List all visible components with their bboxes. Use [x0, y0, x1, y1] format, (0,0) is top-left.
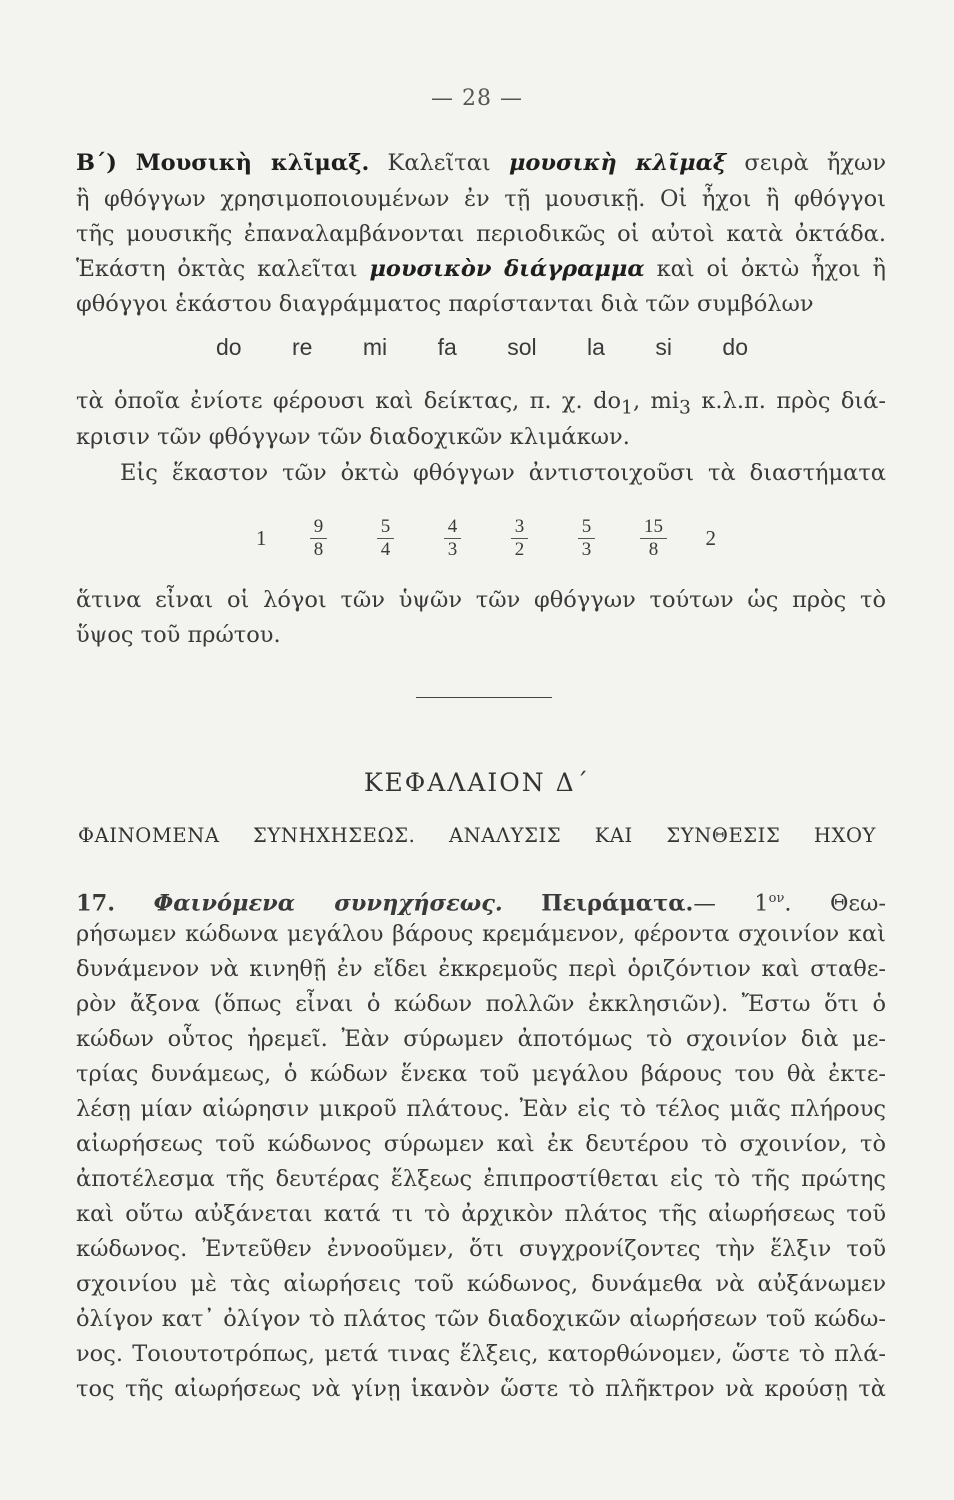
section-17-line: ρὸν ἄξονα (ὅπως εἶναι ὁ κώδων πολλῶν ἐκκλησιῶν). Ἔστω ὅτι ὁ — [76, 991, 886, 1017]
section-b-line-2: ἢ φθόγγων χρησιμοποιουμένων ἐν τῇ μουσικῇ. Οἱ ἦχοι ἢ φθόγγοι — [76, 186, 886, 212]
ratio-fraction: $\frac{3}{2}$ — [505, 516, 535, 561]
section-b-line-4: Ἑκάστη ὀκτὰς καλεῖται μουσικὸν διάγραμμα καὶ οἱ ὀκτὼ ἦχοι ἢ — [76, 256, 886, 282]
ratio-last: 2 — [705, 525, 716, 550]
section-17-number: 17. — [76, 890, 116, 917]
note-syllable: mi — [362, 334, 388, 360]
section-17-line: τος τῆς αἰωρήσεως νὰ γίνῃ ἱκανὸν ὥστε τὸ πλῆκτρον νὰ κρούσῃ τὰ — [76, 1376, 886, 1402]
after-notes-line-2: κρισιν τῶν φθόγγων τῶν διαδοχικῶν κλιμάκων. — [76, 424, 630, 450]
page-number: — 28 — — [431, 86, 523, 111]
note-syllables — [216, 334, 748, 361]
section-b-line-3: τῆς μουσικῆς ἐπαναλαμβάνονται περιοδικῶς οἱ αὐτοὶ κατὰ ὀκτάδα. — [76, 221, 886, 247]
term-music-diagram: μουσικὸν διάγραμμα — [369, 256, 645, 282]
section-b-label: Β΄) Μουσικὴ κλῖμαξ. — [76, 150, 370, 176]
section-17-line: κώδων οὗτος ἠρεμεῖ. Ἐὰν σύρωμεν ἀποτόμως τὸ σχοινίον διὰ με- — [76, 1026, 886, 1052]
ratio-fraction: $\frac{5}{3}$ — [572, 516, 602, 561]
section-17-title: Φαινόμενα συνηχήσεως. — [153, 890, 503, 917]
note-syllable: re — [292, 334, 313, 360]
note-syllable: la — [587, 334, 605, 360]
section-17-line: ὀλίγον κατ᾽ ὀλίγον τὸ πλάτος τῶν διαδοχικῶν αἰωρήσεων τοῦ κώδω- — [76, 1306, 886, 1332]
section-17-line: δυνάμενον νὰ κινηθῇ ἐν εἴδει ἐκκρεμοῦς περὶ ὁριζόντιον καὶ σταθε- — [76, 956, 886, 982]
after-ratios-line-1: ἅτινα εἶναι οἱ λόγοι τῶν ὑψῶν τῶν φθόγγων τούτων ὡς πρὸς τὸ — [76, 587, 886, 613]
note-syllable: do — [216, 334, 242, 360]
section-divider — [416, 697, 552, 698]
ratio-fraction: $\frac{4}{3}$ — [438, 516, 468, 561]
section-17-line: ἀποτέλεσμα τῆς δευτέρας ἕλξεως ἐπιπροστίθεται εἰς τὸ τῆς πρώτης — [76, 1166, 886, 1192]
chapter-subtitle: ΦΑΙΝΟΜΕΝΑ ΣΥΝΗΧΗΣΕΩΣ. ΑΝΑΛΥΣΙΣ ΚΑΙ ΣΥΝΘΕΣΙΣ ΗΧΟΥ — [78, 824, 876, 847]
section-17-heading-line: 17. Φαινόμενα συνηχήσεως. Πειράματα.— $1^{o\nu}$. Θεω- — [76, 890, 886, 917]
ratio-fraction: $\frac{5}{4}$ — [371, 516, 401, 561]
note-syllable: sol — [507, 334, 537, 360]
ratio-fraction: $\frac{9}{8}$ — [304, 516, 334, 561]
section-17-line: καὶ οὕτω αὐξάνεται κατά τι τὸ ἀρχικὸν πλάτος τῆς αἰωρήσεως τοῦ — [76, 1201, 886, 1227]
note-syllable: do — [722, 334, 748, 360]
section-17-line: νος. Τοιουτοτρόπως, μετά τινας ἕλξεις, κατορθώνομεν, ὥστε τὸ πλά- — [76, 1341, 886, 1367]
section-17-line: κώδωνος. Ἐντεῦθεν ἐννοοῦμεν, ὅτι συγχρονίζοντες τὴν ἕλξιν τοῦ — [76, 1236, 886, 1262]
term-music-scale: μουσικὴ κλῖμαξ — [508, 150, 727, 176]
interval-ratios — [256, 508, 716, 568]
note-syllable: fa — [437, 334, 457, 360]
ratio-fraction: $\frac{15}{8}$ — [639, 516, 669, 561]
after-notes-line-1: τὰ ὁποῖα ἐνίοτε φέρουσι καὶ δείκτας, π. χ. $do_1$, $mi_3$ κ.λ.π. πρὸς διά- — [76, 388, 886, 419]
section-17-line: τρίας δυνάμεως, ὁ κώδων ἕνεκα τοῦ μεγάλου βάρους του θὰ ἐκτε- — [76, 1061, 886, 1087]
after-ratios-line-2: ὕψος τοῦ πρώτου. — [76, 622, 281, 648]
section-17-subtitle: Πειράματα. — [541, 890, 694, 917]
section-17-line: λέσῃ μίαν αἰώρησιν μικροῦ πλάτους. Ἐὰν εἰς τὸ τέλος μιᾶς πλήρους — [76, 1096, 886, 1122]
section-b-line-1: Β΄) Μουσικὴ κλῖμαξ. Καλεῖται μουσικὴ κλῖμαξ σειρὰ ἤχων — [76, 150, 887, 176]
section-b-line-5: φθόγγοι ἑκάστου διαγράμματος παρίστανται διὰ τῶν συμβόλων — [76, 291, 814, 317]
after-notes-line-3: Εἰς ἕκαστον τῶν ὀκτὼ φθόγγων ἀντιστοιχοῦσι τὰ διαστήματα — [120, 460, 886, 486]
chapter-title: ΚΕΦΑΛΑΙΟΝ Δ΄ — [363, 768, 591, 797]
note-syllable: si — [655, 334, 672, 360]
section-17-line: ρήσωμεν κώδωνα μεγάλου βάρους κρεμάμενον, φέροντα σχοινίον καὶ — [76, 921, 886, 947]
ratio-first: 1 — [256, 525, 267, 550]
section-17-line: αἰωρήσεως τοῦ κώδωνος σύρωμεν καὶ ἐκ δευτέρου τὸ σχοινίον, τὸ — [76, 1131, 886, 1157]
section-17-line: σχοινίου μὲ τὰς αἰωρήσεις τοῦ κώδωνος, δυνάμεθα νὰ αὐξάνωμεν — [76, 1271, 886, 1297]
